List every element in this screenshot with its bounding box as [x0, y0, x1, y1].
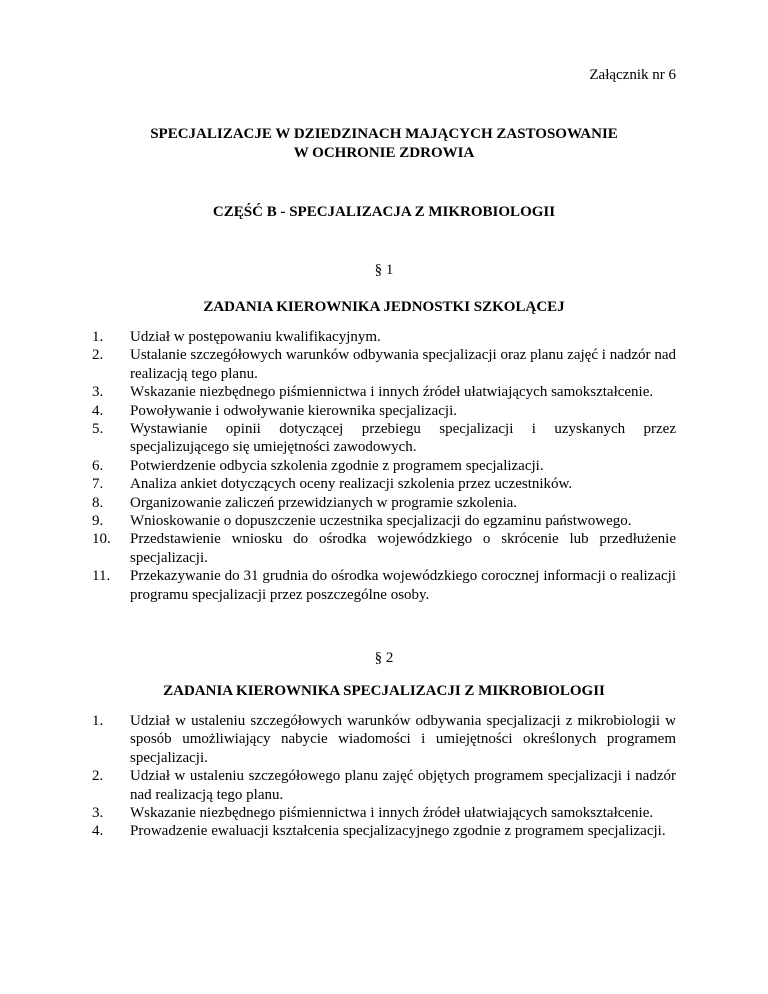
document-title-line-2: W OCHRONIE ZDROWIA: [293, 145, 475, 161]
annex-label: Załącznik nr 6: [589, 67, 676, 83]
section-1-list: [92, 328, 676, 604]
list-item-text: Powoływanie i odwoływanie kierownika specjalizacji.: [130, 402, 457, 419]
list-item-number: 2.: [92, 347, 104, 364]
section-1-heading: ZADANIA KIEROWNIKA JEDNOSTKI SZKOLĄCEJ: [203, 299, 565, 315]
list-item-number: 1.: [92, 329, 104, 345]
list-item-number: 3.: [92, 384, 104, 401]
list-item-number: 2.: [92, 768, 104, 785]
list-item-text: Wystawianie opinii dotyczącej przebiegu specjalizacji i uzyskanych przez specjalizującego się umiejętności zawodowych.: [130, 421, 676, 456]
document-title: [92, 125, 676, 163]
list-item-number: 4.: [92, 402, 104, 419]
list-item-text: Analiza ankiet dotyczących oceny realizacji szkolenia przez uczestników.: [130, 476, 573, 493]
list-item-number: 10.: [92, 531, 111, 548]
list-item-number: 9.: [92, 513, 104, 530]
list-item: [92, 420, 676, 457]
part-heading: CZĘŚĆ B - SPECJALIZACJA Z MIKROBIOLOGII: [212, 204, 556, 220]
list-item-number: 11.: [92, 568, 111, 585]
list-item-number: 5.: [92, 421, 104, 438]
list-item: [92, 328, 676, 346]
list-item-text: Wnioskowanie o dopuszczenie uczestnika specjalizacji do egzaminu państwowego.: [130, 513, 632, 530]
list-item-text: Wskazanie niezbędnego piśmiennictwa i innych źródeł ułatwiających samokształcenie.: [130, 384, 654, 401]
list-item-text: Przekazywanie do 31 grudnia do ośrodka wojewódzkiego corocznej informacji o realizacji programu specjalizacji przez poszczególne osoby.: [130, 568, 676, 603]
list-item-text: Ustalanie szczegółowych warunków odbywania specjalizacji oraz planu zajęć i nadzór nad realizacją tego planu.: [130, 347, 676, 382]
section-2-list: [92, 712, 676, 841]
list-item-text: Wskazanie niezbędnego piśmiennictwa i innych źródeł ułatwiających samokształcenie.: [130, 805, 654, 822]
list-item-text: Potwierdzenie odbycia szkolenia zgodnie z programem specjalizacji.: [130, 457, 544, 474]
list-item: [92, 383, 676, 401]
list-item: [92, 530, 676, 567]
list-item: [92, 567, 676, 604]
list-item: [92, 402, 676, 420]
list-item-text: Prowadzenie ewaluacji kształcenia specjalizacyjnego zgodnie z programem specjalizacji.: [130, 823, 666, 840]
list-item: [92, 804, 676, 822]
list-item-number: 7.: [92, 476, 104, 493]
list-item: [92, 767, 676, 804]
section-1-mark: § 1: [374, 262, 394, 278]
document-title-line-1: SPECJALIZACJE W DZIEDZINACH MAJĄCYCH ZASTOSOWANIE: [150, 126, 618, 142]
list-item-text: Udział w postępowaniu kwalifikacyjnym.: [130, 329, 381, 345]
list-item-text: Przedstawienie wniosku do ośrodka wojewódzkiego o skrócenie lub przedłużenie specjalizacji.: [130, 531, 676, 566]
list-item-number: 6.: [92, 457, 104, 474]
list-item: [92, 494, 676, 512]
list-item: [92, 512, 676, 530]
list-item-number: 3.: [92, 805, 104, 822]
list-item-text: Udział w ustaleniu szczegółowych warunków odbywania specjalizacji z mikrobiologii w sposób umożliwiający nabycie wiadomości i umiejętności określonych programem specjalizacji.: [130, 713, 676, 766]
list-item: [92, 712, 676, 767]
section-2-mark: § 2: [374, 650, 394, 666]
section-2-heading: ZADANIA KIEROWNIKA SPECJALIZACJI Z MIKROBIOLOGII: [163, 683, 605, 699]
list-item: [92, 346, 676, 383]
list-item: [92, 457, 676, 475]
list-item-number: 4.: [92, 823, 104, 840]
list-item-number: 1.: [92, 713, 104, 729]
list-item: [92, 475, 676, 493]
list-item-number: 8.: [92, 494, 104, 511]
list-item: [92, 822, 676, 840]
list-item-text: Udział w ustaleniu szczegółowego planu zajęć objętych programem specjalizacji i nadzór nad realizacją tego planu.: [130, 768, 676, 803]
list-item-text: Organizowanie zaliczeń przewidzianych w programie szkolenia.: [130, 494, 518, 511]
